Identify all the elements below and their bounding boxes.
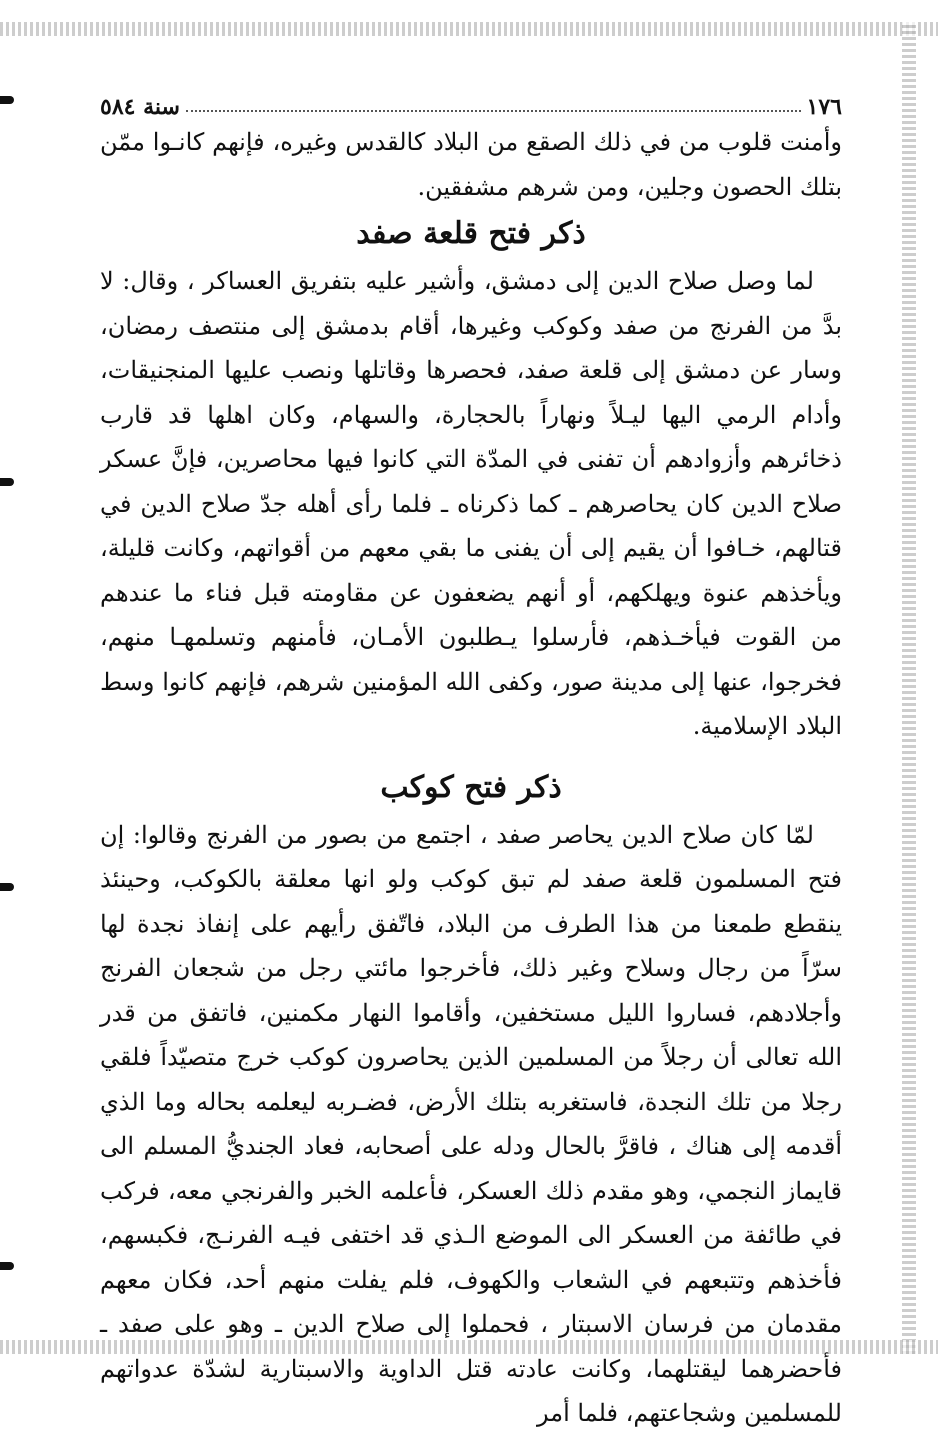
section-gap (100, 749, 842, 763)
margin-mark (0, 1262, 14, 1270)
decorative-top-border (0, 22, 938, 36)
section-paragraph-kawkab: لمّا كان صلاح الدين يحاصر صفد ، اجتمع من بصور من الفرنج وقالوا: إن فتح المسلمون قلعة صفد لم تبق كوكب ولو انها معلقة بالكوكب، وحينئذ ينقطع طمعنا من هذا الطرف من البلاد، فاتّفق رأيهم على إنفاذ نجدة لها سرّاً من رجال وسلاح وغير ذلك، فأخرجوا مائتي رجل من شجعان الفرنج وأجلادهم، فساروا الليل مستخفين، وأقاموا النهار مكمنين، فاتفق من قدر الله تعالى أن رجلاً من المسلمين الذين يحاصرون كوكب خرج متصيّداً فلقي رجلا من تلك النجدة، فاستغربه بتلك الأرض، فضـربه ليعلمه بحاله وما الذي أقدمه إلى هناك ، فاقرَّ بالحال ودله على أصحابه، فعاد الجنديُّ المسلم الى قايماز النجمي، وهو مقدم ذلك العسكر، فأعلمه الخبر والفرنجي معه، فركب في طائفة من العسكر الى الموضع الـذي قد اختفى فيـه الفرنـج، فكبسهم، فأخذهم وتتبعهم في الشعاب والكهوف، فلم يفلت منهم أحد، فكان معهم مقدمان من فرسان الاسبتار ، فحملوا إلى صلاح الدين ـ وهو على صفد ـ فأحضرهما ليقتلهما، وكانت عادته قتل الداوية والاسبتارية لشدّة عدواتهم للمسلمين وشجاعتهم، فلما أمر (100, 820, 842, 1427)
section-heading-kawkab: ذكر فتح كوكب (380, 769, 562, 805)
section-paragraph-safad: لما وصل صلاح الدين إلى دمشق، وأشير عليه بتفريق العساكر ، وقال: لا بدَّ من الفرنج من صفد وكوكب وغيرها، أقام بدمشق إلى منتصف رمضان، وسار عن دمشق إلى قلعة صفد، فحصرها وقاتلها ونصب عليها المنجنيقات، وأدام الرمي اليها ليـلاً ونهاراً بالحجارة، والسهام، وكان اهلها قد قارب ذخائرهم وأزوادهم أن تفنى في المدّة التي كانوا فيها محاصرين، فإنَّ عسكر صلاح الدين كان يحاصرهم ـ كما ذكرناه ـ فلما رأى أهله جدّ صلاح الدين في قتالهم، خـافوا أن يقيم إلى أن يفنى ما بقي معهم من أقواتهم، وكانت قليلة، ويأخذهم عنوة ويهلكهم، أو أنهم يضعفون عن مقاومته قبل فناء ما عندهم من القوت فيأخـذهم، فأرسلوا يـطلبون الأمـان، فأمنهم وتسلمهـا منهم، فخرجوا، عنها إلى مدينة صور، وكفى الله المؤمنين شرهم، فإنهم كانوا وسط البلاد الإسلامية. (100, 267, 843, 740)
margin-mark (0, 883, 14, 891)
margin-mark (0, 96, 14, 104)
page-header (100, 80, 842, 120)
book-page (100, 80, 843, 1427)
decorative-right-border (902, 22, 916, 1354)
margin-mark (0, 478, 14, 486)
year-label: سنة ٥٨٤ (100, 94, 180, 120)
section-heading-safad: ذكر فتح قلعة صفد (356, 216, 586, 251)
header-dotted-rule (186, 110, 801, 112)
page-number: ١٧٦ (806, 94, 842, 120)
intro-paragraph: وأمنت قلوب من في ذلك الصقع من البلاد كالقدس وغيره، فإنهم كانـوا ممّن بتلك الحصون وجلين، ومن شرهم مشفقين. (100, 128, 842, 201)
